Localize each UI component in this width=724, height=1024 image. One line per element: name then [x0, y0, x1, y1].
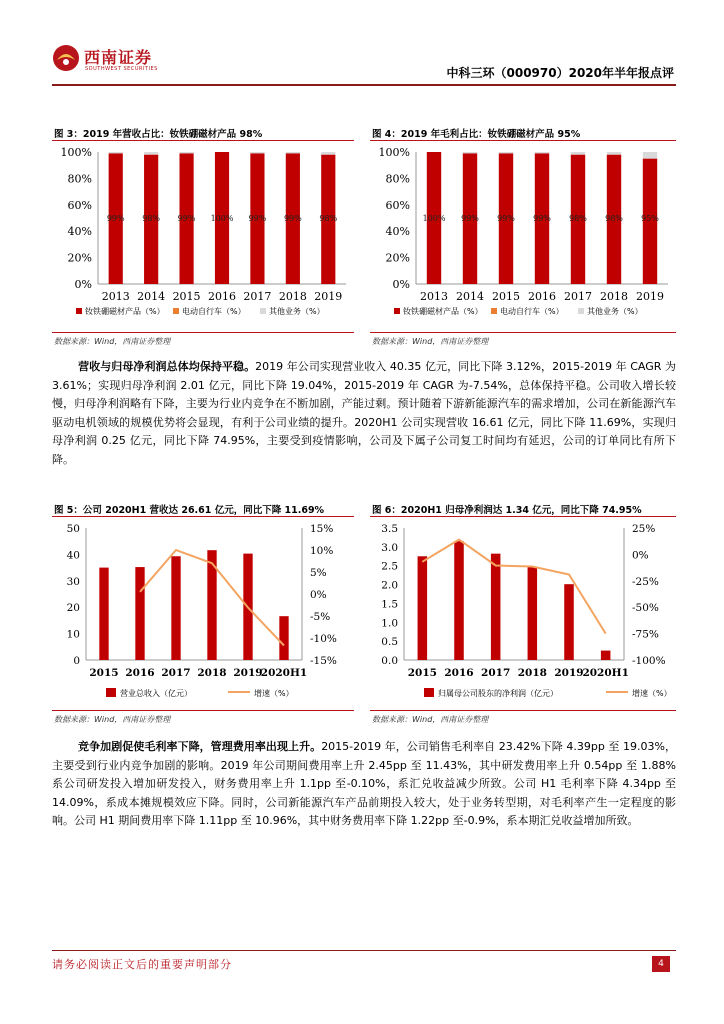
- fig3-data-label: 99%: [248, 214, 267, 223]
- fig6-title-rule: [370, 516, 676, 517]
- fig4-bar-other: [643, 152, 657, 159]
- fig3-data-label: 99%: [177, 214, 196, 223]
- fig5-bottom-rule: [52, 710, 354, 711]
- fig3-bar-other: [286, 152, 300, 153]
- fig6-yleft-tick-label: 0.5: [381, 636, 398, 649]
- fig4-bar-other: [535, 152, 549, 153]
- fig6-legend-swatch-bar: [424, 688, 434, 697]
- paragraph-margin-expense: [52, 738, 676, 831]
- fig6-yright-tick-label: 25%: [632, 523, 656, 535]
- fig6-bar: [601, 651, 611, 660]
- fig6-xtick-label: 2015: [407, 667, 437, 679]
- fig6-xtick-label: 2018: [517, 667, 547, 679]
- fig6-yleft-tick-label: 2.5: [381, 560, 398, 573]
- fig5-yright-tick-label: 5%: [310, 567, 327, 579]
- fig4-bar-other: [463, 152, 477, 153]
- fig4-title-rule: [370, 140, 676, 141]
- fig3-bar-other: [179, 152, 193, 153]
- fig3-legend-label: 其他业务（%）: [269, 307, 325, 316]
- fig5-chart: [52, 518, 354, 708]
- fig5-bar: [135, 567, 144, 660]
- fig4-bar-other: [499, 152, 513, 153]
- fig6-xtick-label: 2020H1: [582, 667, 629, 679]
- header-divider: [52, 84, 676, 86]
- fig3-ytick-label: 40%: [67, 225, 92, 239]
- fig4-source: 数据来源：Wind，西南证券整理: [372, 337, 489, 346]
- fig5-yright-tick-label: 15%: [310, 523, 334, 535]
- fig3-data-label: 99%: [106, 214, 125, 223]
- fig3-ytick-label: 100%: [60, 146, 92, 159]
- fig4-data-label: 98%: [605, 214, 623, 223]
- fig6-yright-tick-label: 0%: [632, 549, 649, 562]
- fig4-legend-label: 其他业务（%）: [587, 307, 643, 316]
- fig5-yleft-tick-label: 0: [73, 655, 80, 667]
- page-number: 4: [652, 956, 670, 972]
- fig4-xtick-label: 2019: [636, 290, 664, 303]
- fig3-xtick-label: 2014: [137, 290, 166, 303]
- fig4-legend-label: 钕铁硼磁材产品（%）: [403, 307, 483, 316]
- fig6-yleft-tick-label: 3.0: [381, 541, 398, 554]
- fig4-data-label: 99%: [497, 214, 515, 223]
- footer-divider: [52, 950, 676, 951]
- fig3-xtick-label: 2015: [172, 290, 201, 303]
- fig3-ytick-label: 60%: [67, 198, 92, 212]
- fig3-bar-other: [109, 152, 123, 153]
- fig3-xtick-label: 2019: [314, 290, 343, 303]
- fig5-xtick-label: 2015: [89, 667, 119, 679]
- paragraph-margin-expense-heading: 竞争加剧促使毛利率下降，管理费用率出现上升。: [78, 740, 322, 753]
- fig3-bar-other: [250, 152, 264, 153]
- fig6-growth-line: [422, 540, 605, 634]
- fig3-chart: [52, 142, 354, 330]
- fig5-xtick-label: 2019: [233, 667, 263, 679]
- fig3-title: 图 3：2019 年营收占比：钕铁硼磁材产品 98%: [54, 129, 263, 140]
- fig4-ytick-label: 100%: [378, 146, 410, 159]
- fig6-yleft-tick-label: 0.0: [381, 655, 398, 667]
- fig6-yright-tick-label: -25%: [632, 575, 659, 588]
- fig3-data-label: 99%: [283, 214, 302, 223]
- fig3-xtick-label: 2018: [278, 290, 307, 303]
- paragraph-margin-expense-body: 2015-2019 年，公司销售毛利率自 23.42%下降 4.39pp 至 19.03%，主要受到行业内竞争加剧的影响。2019 年公司期间费用率上升 2.45pp 至 11.43%，其中研发费用率上升 0.54pp 至 1.88%系公司研发投入增加研发投入，财务费用率上升 1.1pp 至-0.10%，系汇兑收益减少所致。公司 H1 毛利率下降 4.34pp 至 14.09%，系成本摊规模效应下降。同时，公司新能源汽车产品前期投入较大，处于业务转型期，对毛利率产生一定程度的影响。公司 H1 期间费用率下降 1.11pp 至 10.96%，其中财务费用率下降 1.22pp 至-0.9%，系本期汇兑收益增加所致。: [52, 740, 676, 827]
- fig4-legend-swatch: [394, 308, 400, 314]
- fig4-legend-swatch: [491, 308, 497, 314]
- fig3-data-label: 100%: [210, 214, 234, 223]
- footer-disclaimer-notice: 请务必阅读正文后的重要声明部分: [52, 958, 232, 971]
- fig6-bar: [491, 554, 501, 660]
- fig4-legend-swatch: [578, 308, 584, 314]
- fig6-xtick-label: 2019: [554, 667, 584, 679]
- fig5-bar: [279, 616, 288, 660]
- fig4-bar-other: [571, 152, 585, 155]
- fig5-yright-tick-label: -10%: [310, 633, 337, 645]
- fig4-xtick-label: 2015: [492, 290, 520, 303]
- fig5-yright-tick-label: -15%: [310, 655, 337, 667]
- fig4-bar-other: [607, 152, 621, 155]
- fig4-ytick-label: 20%: [385, 251, 410, 265]
- fig6-bar: [418, 556, 428, 660]
- fig6-source: 数据来源：Wind，西南证券整理: [372, 715, 489, 724]
- fig4-ytick-label: 60%: [385, 198, 410, 212]
- fig6-xtick-label: 2017: [481, 667, 511, 679]
- fig5-xtick-label: 2016: [125, 667, 155, 679]
- fig4-data-label: 99%: [461, 214, 479, 223]
- fig3-legend-swatch: [260, 308, 266, 314]
- fig3-legend-swatch: [173, 308, 179, 314]
- fig4-data-label: 100%: [422, 214, 446, 223]
- fig4-xtick-label: 2013: [420, 290, 448, 303]
- fig5-title: 图 5：公司 2020H1 营收达 26.61 亿元，同比下降 11.69%: [54, 505, 325, 516]
- fig5-yleft-tick-label: 40: [66, 549, 80, 562]
- fig4-xtick-label: 2018: [600, 290, 628, 303]
- fig6-yright-tick-label: -50%: [632, 602, 659, 615]
- fig6-chart: [370, 518, 676, 708]
- fig6-yleft-tick-label: 3.5: [381, 523, 398, 535]
- fig5-source: 数据来源：Wind，西南证券整理: [54, 715, 171, 724]
- fig3-xtick-label: 2017: [243, 290, 272, 303]
- fig5-legend-label-bar: 营业总收入（亿元）: [120, 689, 192, 698]
- logo-chinese-name: 西南证券: [84, 48, 153, 67]
- fig6-yright-tick-label: -100%: [632, 655, 666, 667]
- fig3-xtick-label: 2016: [208, 290, 236, 303]
- fig5-legend-label-line: 增速（%）: [254, 689, 294, 698]
- fig4-xtick-label: 2016: [528, 290, 556, 303]
- fig3-bottom-rule: [52, 332, 354, 333]
- fig6-xtick-label: 2016: [444, 667, 474, 679]
- fig6-yright-tick-label: -75%: [632, 628, 659, 641]
- fig5-yright-tick-label: -5%: [310, 611, 331, 623]
- fig4-data-label: 99%: [533, 214, 551, 223]
- fig4-xtick-label: 2014: [456, 290, 484, 303]
- fig4-bottom-rule: [370, 332, 676, 333]
- fig3-title-rule: [52, 140, 354, 141]
- fig4-ytick-label: 0%: [392, 278, 410, 291]
- fig4-legend-label: 电动自行车（%）: [500, 307, 564, 316]
- fig3-bar-other: [321, 152, 335, 155]
- fig5-bar: [99, 568, 108, 660]
- fig3-bar-other: [144, 152, 158, 155]
- logo-english-name: SOUTHWEST SECURITIES: [85, 66, 158, 72]
- logo-emblem-icon: [52, 44, 80, 72]
- fig4-data-label: 98%: [569, 214, 587, 223]
- fig3-data-label: 98%: [319, 214, 338, 223]
- fig5-yleft-tick-label: 10: [66, 628, 80, 641]
- paragraph-revenue-profit-body: 2019 年公司实现营业收入 40.35 亿元，同比下降 3.12%，2015-2019 年 CAGR 为 3.61%；实现归母净利润 2.01 亿元，同比下降 19.04%，2015-2019 年 CAGR 为-7.54%，总体保持平稳。公司收入增长较慢，归母净利润略有下降，主要为行业内竞争在不断加剧，产能过剩。预计随着下游新能源汽车的需求增加，公司在新能源汽车驱动电机领域的规模优势将会显现，有利于公司业绩的提升。2020H1 公司实现营收 16.61 亿元，同比下降 11.69%，实现归母净利润 0.25 亿元，同比下降 74.95%，主要受到疫情影响，公司及下属子公司复工时间均有延迟，公司的订单同比有所下降。: [52, 360, 676, 466]
- fig3-source: 数据来源：Wind，西南证券整理: [54, 337, 171, 346]
- company-logo: [52, 44, 172, 76]
- fig6-legend-label-bar: 归属母公司股东的净利润（亿元）: [438, 689, 558, 698]
- fig6-yleft-tick-label: 1.5: [381, 598, 398, 611]
- fig5-xtick-label: 2018: [197, 667, 227, 679]
- fig3-legend-label: 电动自行车（%）: [182, 307, 246, 316]
- fig3-xtick-label: 2013: [101, 290, 130, 303]
- fig5-xtick-label: 2017: [161, 667, 191, 679]
- paragraph-revenue-profit: [52, 358, 676, 469]
- fig3-ytick-label: 20%: [67, 251, 92, 265]
- fig6-bar: [528, 566, 538, 660]
- fig5-yleft-tick-label: 20: [66, 602, 80, 615]
- fig3-legend-label: 钕铁硼磁材产品（%）: [85, 307, 165, 316]
- fig5-yright-tick-label: 10%: [310, 545, 334, 557]
- fig5-title-rule: [52, 516, 354, 517]
- fig4-ytick-label: 40%: [385, 225, 410, 239]
- fig5-xtick-label: 2020H1: [260, 667, 308, 679]
- fig5-bar: [171, 556, 180, 660]
- fig6-title: 图 6：2020H1 归母净利润达 1.34 亿元，同比下降 74.95%: [372, 505, 642, 516]
- fig6-legend-label-line: 增速（%）: [632, 689, 672, 698]
- report-title: 中科三环（000970）2020年半年报点评: [446, 66, 674, 80]
- fig6-yleft-tick-label: 2.0: [381, 579, 398, 592]
- fig3-ytick-label: 0%: [74, 278, 92, 291]
- fig6-bar: [454, 541, 464, 660]
- fig6-bar: [564, 584, 574, 660]
- fig3-data-label: 98%: [142, 214, 161, 223]
- fig6-yleft-tick-label: 1.0: [381, 617, 398, 630]
- fig4-ytick-label: 80%: [385, 172, 410, 186]
- fig4-chart: [370, 142, 676, 330]
- fig4-title: 图 4：2019 年毛利占比：钕铁硼磁材产品 95%: [372, 129, 581, 140]
- fig4-xtick-label: 2017: [564, 290, 592, 303]
- fig4-data-label: 95%: [641, 214, 659, 223]
- fig5-yleft-tick-label: 50: [66, 523, 80, 535]
- fig3-legend-swatch: [76, 308, 82, 314]
- fig5-legend-swatch-bar: [106, 688, 116, 697]
- fig5-yleft-tick-label: 30: [66, 575, 80, 588]
- fig5-yright-tick-label: 0%: [310, 589, 327, 601]
- fig3-ytick-label: 80%: [67, 172, 92, 186]
- fig6-bottom-rule: [370, 710, 676, 711]
- paragraph-revenue-profit-heading: 营收与归母净利润总体均保持平稳。: [78, 360, 256, 373]
